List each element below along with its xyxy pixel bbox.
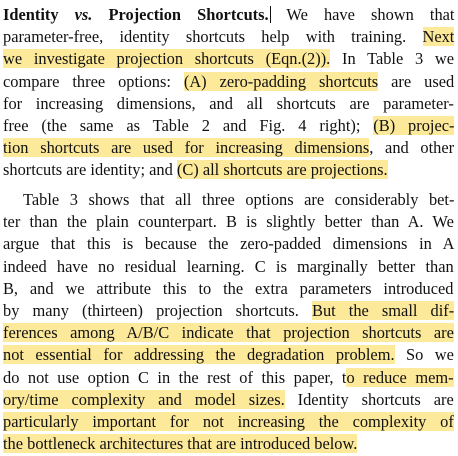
text-line bbox=[3, 137, 454, 159]
text-line bbox=[3, 256, 454, 278]
highlighted-text: tion shortcuts are used for increasing dimensions bbox=[3, 138, 370, 158]
highlighted-text: But the small dif- bbox=[312, 301, 455, 320]
text-segment: shortcuts are identity; and bbox=[3, 160, 177, 180]
text-segment: for increasing dimensions, and all shortcuts are parameter- bbox=[3, 93, 454, 113]
highlighted-text: (C) all shortcuts are projections. bbox=[176, 160, 388, 180]
text-line bbox=[3, 26, 454, 48]
highlighted-text: we investigate projection shortcuts (Eqn.(2)). bbox=[3, 49, 331, 69]
highlighted-text: the bottleneck architectures that are introduced below. bbox=[3, 434, 358, 454]
text-segment: free (the same as Table 2 and Fig. 4 right); bbox=[3, 116, 374, 135]
text-segment: B, and we attribute this to the extra parameters introduced bbox=[3, 278, 454, 298]
text-segment: ter than the plain counterpart. B is slightly better than A. We bbox=[3, 212, 454, 232]
text-line bbox=[3, 322, 454, 344]
text-line bbox=[3, 433, 357, 455]
text-line bbox=[3, 233, 454, 255]
text-segment: compare three options: bbox=[3, 71, 184, 91]
text-line bbox=[3, 159, 388, 181]
text-segment: We have shown that bbox=[270, 5, 455, 24]
text-segment: Table 3 shows that all three options are considerably bet- bbox=[23, 190, 455, 209]
text-segment: do not use option C in the rest of this paper, t bbox=[3, 367, 347, 387]
text-segment: parameter-free, identity shortcuts help with training. bbox=[3, 27, 423, 47]
text-line bbox=[3, 344, 454, 366]
highlighted-text: ory/time complexity and model sizes. bbox=[3, 389, 285, 409]
text-segment: indeed have no residual learning. C is marginally better than bbox=[3, 256, 454, 276]
text-line bbox=[3, 389, 454, 411]
text-segment: vs. bbox=[74, 5, 93, 24]
text-line bbox=[3, 278, 454, 300]
text-line bbox=[3, 411, 454, 433]
text-line bbox=[3, 300, 454, 322]
highlighted-text: Next bbox=[422, 27, 455, 47]
text-segment: Identity shortcuts are bbox=[284, 389, 454, 409]
highlighted-text: ferences among A/B/C indicate that projection shortcuts are bbox=[3, 323, 454, 343]
text-segment: So we bbox=[394, 345, 454, 365]
highlighted-text: (A) zero-padding shortcuts bbox=[183, 71, 379, 91]
text-line bbox=[23, 189, 454, 211]
text-line bbox=[3, 48, 454, 70]
highlighted-text: not essential for addressing the degradation problem. bbox=[3, 345, 395, 365]
text-segment: argue that this is because the zero-padded dimensions in A bbox=[3, 234, 455, 254]
highlighted-text: (B) projec- bbox=[373, 116, 455, 135]
text-line bbox=[3, 115, 454, 137]
text-segment: In Table 3 we bbox=[330, 49, 455, 69]
text-segment: , and other bbox=[369, 138, 455, 158]
text-line bbox=[3, 93, 454, 115]
text-line bbox=[3, 211, 454, 233]
text-segment: Identity bbox=[3, 5, 75, 24]
highlighted-text: o reduce mem- bbox=[346, 367, 454, 387]
text-segment: by many (thirteen) projection shortcuts. bbox=[3, 301, 313, 320]
text-segment: are used bbox=[378, 71, 455, 91]
text-segment: Projection Shortcuts. bbox=[92, 5, 269, 24]
text-line bbox=[3, 367, 454, 389]
highlighted-text: particularly important for not increasing the complexity of bbox=[3, 412, 454, 431]
text-line bbox=[3, 71, 454, 93]
text-line bbox=[3, 4, 454, 26]
